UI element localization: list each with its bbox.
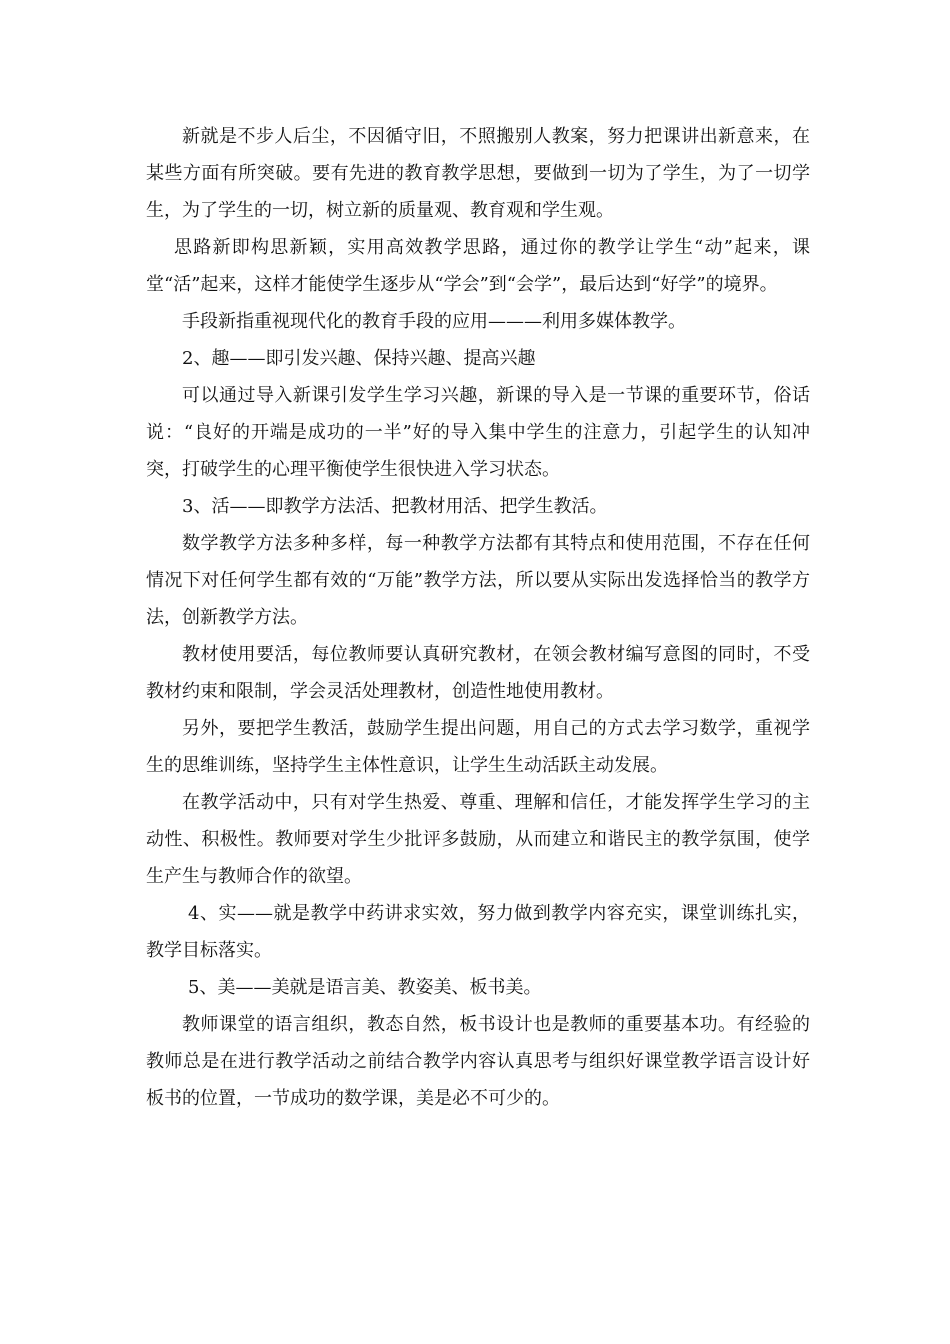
heading-practical: 4、实——就是教学中药讲求实效，努力做到教学内容充实，课堂训练扎实，教学目标落实。 [146, 903, 810, 961]
paragraph-students: 另外，要把学生教活，鼓励学生提出问题，用自己的方式去学习数学，重视学生的思维训练，坚持学生主体性意识，让学生生动活跃主动发展。 [146, 718, 810, 776]
heading-interest: 2、趣——即引发兴趣、保持兴趣、提高兴趣 [182, 348, 536, 369]
document-body [146, 118, 810, 1117]
paragraph-teaching-means: 手段新指重视现代化的教育手段的应用———利用多媒体教学。 [182, 311, 686, 332]
paragraph-language: 教师课堂的语言组织，教态自然，板书设计也是教师的重要基本功。有经验的教师总是在进行教学活动之前结合教学内容认真思考与组织好课堂教学语言设计好板书的位置，一节成功的数学课，美是必不可少的。 [146, 1014, 810, 1109]
paragraph-interest: 可以通过导入新课引发学生学习兴趣，新课的导入是一节课的重要环节，俗话说：“良好的开端是成功的一半”好的导入集中学生的注意力，引起学生的认知冲突，打破学生的心理平衡使学生很快进入学习状态。 [146, 385, 810, 480]
heading-lively: 3、活——即教学方法活、把教材用活、把学生教活。 [182, 496, 608, 517]
paragraph-methods: 数学教学方法多种多样，每一种教学方法都有其特点和使用范围，不存在任何情况下对任何学生都有效的“万能”教学方法，所以要从实际出发选择恰当的教学方法，创新教学方法。 [146, 533, 810, 628]
paragraph-materials: 教材使用要活，每位教师要认真研究教材，在领会教材编写意图的同时，不受教材约束和限制，学会灵活处理教材，创造性地使用教材。 [146, 644, 810, 702]
heading-beauty: 5、美——美就是语言美、教姿美、板书美。 [188, 977, 542, 998]
paragraph-teaching-approach: 思路新即构思新颖，实用高效教学思路，通过你的教学让学生“动”起来，课堂“活”起来，这样才能使学生逐步从“学会”到“会学”，最后达到“好学”的境界。 [146, 237, 810, 295]
paragraph-activities: 在教学活动中，只有对学生热爱、尊重、理解和信任，才能发挥学生学习的主动性、积极性。教师要对学生少批评多鼓励，从而建立和谐民主的教学氛围，使学生产生与教师合作的欲望。 [146, 792, 810, 887]
paragraph-innovation: 新就是不步人后尘，不因循守旧，不照搬别人教案，努力把课讲出新意来，在某些方面有所突破。要有先进的教育教学思想，要做到一切为了学生，为了一切学生，为了学生的一切，树立新的质量观、教育观和学生观。 [146, 126, 810, 221]
